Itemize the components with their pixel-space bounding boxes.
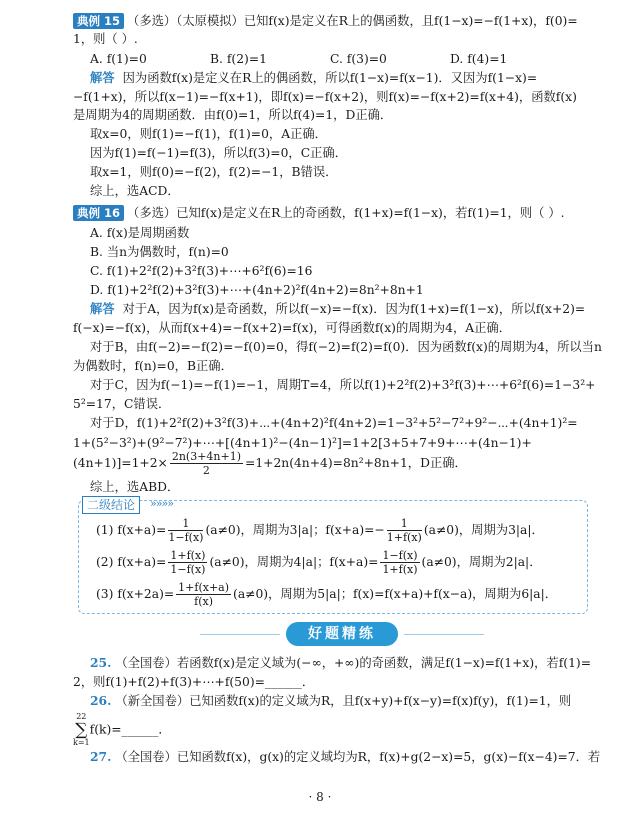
conclusion-tag: 二级结论 <box>82 496 140 514</box>
fraction: $\frac{1-f(x)}{1+f(x)}$ <box>382 549 418 576</box>
question-27-line1: 27. （全国卷）已知函数f(x)，g(x)的定义域均为R，f(x)+g(2−x)=5，g(x)−f(x−4)=7．若 <box>90 749 601 764</box>
fraction: $\frac{1}{1-f(x)}$ <box>168 517 204 544</box>
ex15-question-line2: 1，则（ ）. <box>73 32 138 46</box>
ex15-solution-line4: 取x=0，则f(1)=−f(1)，f(1)=0，A正确． <box>90 127 327 141</box>
ex15-solution-line7: 综上，选ACD． <box>90 184 180 198</box>
ex16-option-c: C. f(1)+2²f(2)+3²f(3)+⋯+6²f(6)=16 <box>90 264 313 278</box>
question-25-line1: 25. （全国卷）若函数f(x)是定义域为(−∞，+∞)的奇函数，满足f(1−x)=f(1+x)，若f(1)= <box>90 655 591 670</box>
ex16-solution-line3: 对于B，由f(−2)=−f(2)=−f(0)=0，得f(−2)=f(2)=f(0)．因为函数f(x)的周期为4，所以当n <box>90 340 602 354</box>
ex15-question-line1: 典例 15 （多选）（太原模拟）已知f(x)是定义在R上的偶函数，且f(1−x)=−f(1+x)，f(0)= <box>73 12 586 30</box>
page-number: · 8 · <box>308 790 332 804</box>
ex16-solution-line8: 1+(5²−3²)+(9²−7²)+⋯+[(4n+1)²−(4n−1)²]=1+2[3+5+7+9+⋯+(4n−1)+ <box>73 436 532 450</box>
ex15-solution-line1: 解答 因为函数f(x)是定义在R上的偶函数，所以f(1−x)=f(x−1)．又因为f(1−x)= <box>90 71 538 85</box>
answer-label: 解答 <box>90 302 115 316</box>
ex15-solution-line6: 取x=1，则f(0)=−f(2)，f(2)=−1，B错误． <box>90 165 338 179</box>
ex16-solution-line1: 解答 对于A，因为f(x)是奇函数，所以f(−x)=−f(x)．因为f(1+x)=f(1−x)，所以f(x+2)= <box>90 302 586 316</box>
conclusion-rule-1: (1) f(x+a)= $\frac{1}{1-f(x)}$ (a≠0)，周期为3|a|；f(x+a)=− $\frac{1}{1+f(x)}$ (a≠0)，周期为3|a|． <box>96 517 544 544</box>
chevrons-icon: »»»» <box>150 497 173 510</box>
summation: 22 ∑ k=1 <box>73 712 90 747</box>
ex15-solution-line3: 是周期为4的周期函数．由f(0)=1，所以f(4)=1，D正确． <box>73 108 393 122</box>
ex16-option-a: A. f(x)是周期函数 <box>90 226 190 240</box>
banner-rule-left <box>200 634 280 635</box>
ex16-solution-line10: 综上，选ABD． <box>90 480 180 494</box>
banner-rule-right <box>404 634 484 635</box>
ex16-option-b: B. 当n为偶数时，f(n)=0 <box>90 245 229 259</box>
ex15-tag: 典例 15 <box>73 13 124 29</box>
fraction: $\frac{1}{1+f(x)}$ <box>386 517 422 544</box>
question-25-line2: 2，则f(1)+f(2)+f(3)+⋯+f(50)=______． <box>73 675 315 689</box>
fraction: $\frac{1+f(x)}{1-f(x)}$ <box>170 549 206 576</box>
ex16-solution-line4: 为偶数时，f(n)=0，B正确． <box>73 359 233 373</box>
section-banner: 好题精练 <box>286 622 398 646</box>
ex15-solution-line2: −f(1+x)，所以f(x−1)=−f(x+1)，即f(x)=−f(x+2)，则f(x)=−f(x+2)=f(x+4)，函数f(x) <box>73 90 577 104</box>
ex16-solution-line6: 5²=17，C错误． <box>73 397 171 411</box>
ex16-option-d: D. f(1)+2²f(2)+3²f(3)+⋯+(4n+2)²f(4n+2)=8n²+8n+1 <box>90 283 424 297</box>
ex16-solution-line5: 对于C，因为f(−1)=−f(1)=−1，周期T=4，所以f(1)+2²f(2)+3²f(3)+⋯+6²f(6)=1−3²+ <box>90 378 596 392</box>
answer-label: 解答 <box>90 71 115 85</box>
conclusion-rule-2: (2) f(x+a)= $\frac{1+f(x)}{1-f(x)}$ (a≠0)，周期为4|a|；f(x+a)= $\frac{1-f(x)}{1+f(x)}$ (a≠0)，周期为2|a|． <box>96 549 542 576</box>
fraction: $\frac{1+f(x+a)}{f(x)}$ <box>178 581 230 608</box>
fraction: $\frac{2n(3+4n+1)}{2}$ <box>171 450 242 477</box>
question-26-line1: 26. （新全国卷）已知函数f(x)的定义域为R，且f(x+y)+f(x−y)=f(x)f(y)，f(1)=1，则 <box>90 693 572 708</box>
conclusion-rule-3: (3) f(x+2a)= $\frac{1+f(x+a)}{f(x)}$ (a≠0)，周期为5|a|；f(x)=f(x+a)+f(x−a)，周期为6|a|． <box>96 581 558 608</box>
question-26-line2: 22 ∑ k=1 f(k)=______． <box>73 712 171 747</box>
ex16-solution-line7: 对于D，f(1)+2²f(2)+3²f(3)+⋯+(4n+2)²f(4n+2)=1−3²+5²−7²+9²−⋯+(4n+1)²= <box>90 416 578 430</box>
ex15-options: A. f(1)=0 B. f(2)=1 C. f(3)=0 D. f(4)=1 <box>90 52 508 66</box>
ex16-question-line1: 典例 16 （多选）已知f(x)是定义在R上的奇函数，f(1+x)=f(1−x)，若f(1)=1，则（ ）. <box>73 204 586 222</box>
ex16-tag: 典例 16 <box>73 205 124 221</box>
sigma-icon: ∑ <box>75 720 88 740</box>
ex15-solution-line5: 因为f(1)=f(−1)=f(3)，所以f(3)=0，C正确． <box>90 146 347 160</box>
ex16-solution-line2: f(−x)=−f(x)，从而f(x+4)=−f(x+2)=f(x)，可得函数f(x)的周期为4，A正确． <box>73 321 512 335</box>
ex16-solution-line9: (4n+1)]=1+2× $\frac{2n(3+4n+1)}{2}$ =1+2n(4n+4)=8n²+8n+1，D正确． <box>73 450 467 477</box>
